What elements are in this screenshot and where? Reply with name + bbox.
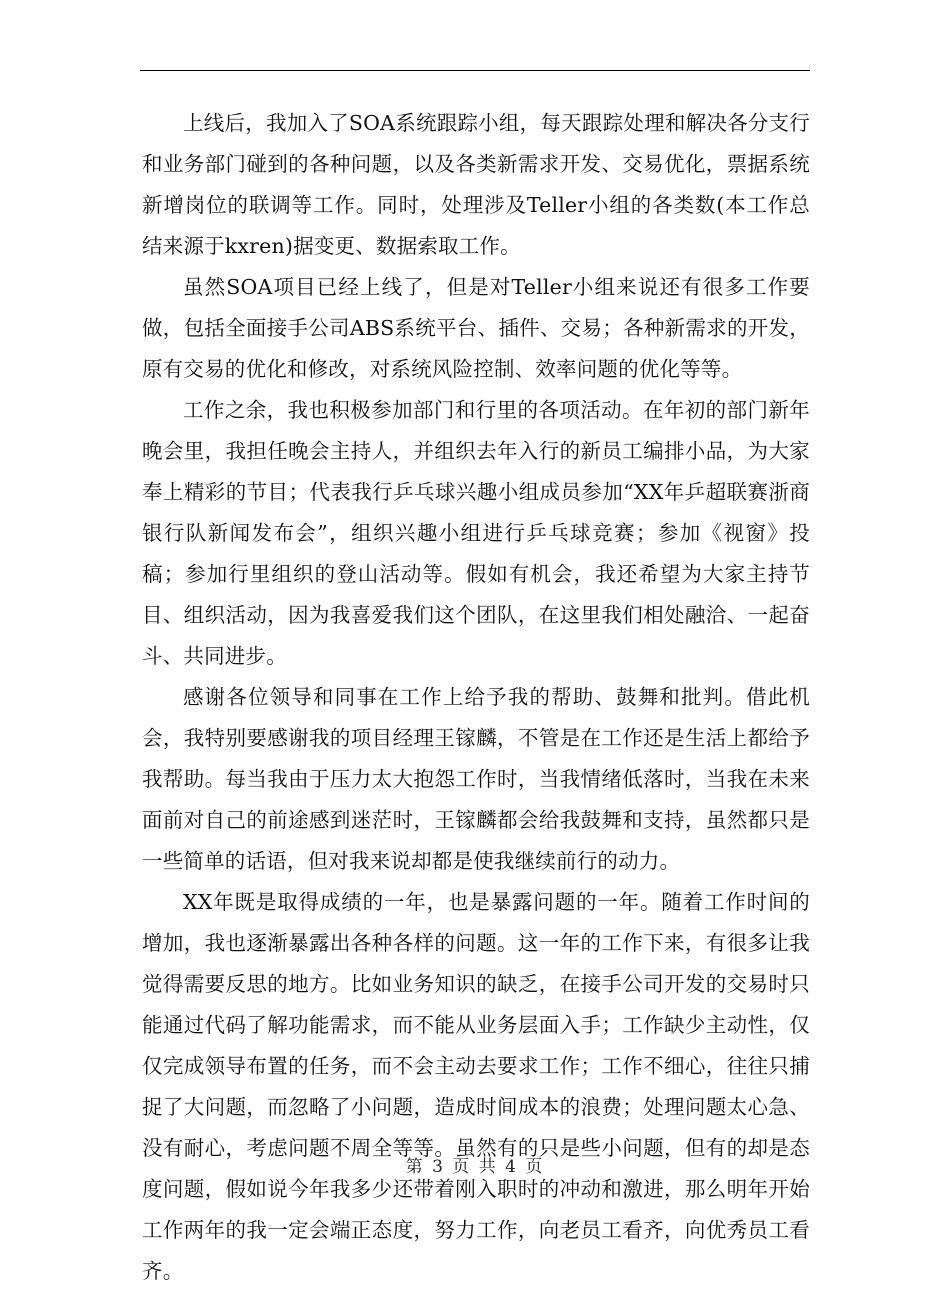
header-rule <box>140 70 810 71</box>
document-body <box>142 103 810 1292</box>
paragraph-reflection: XX年既是取得成绩的一年，也是暴露问题的一年。随着工作时间的增加，我也逐渐暴露出各种各样的问题。这一年的工作下来，有很多让我觉得需要反思的地方。比如业务知识的缺乏，在接手公司开发的交易时只能通过代码了解功能需求，而不能从业务层面入手；工作缺少主动性，仅仅完成领导布置的任务，而不会主动去要求工作；工作不细心，往往只捕捉了大问题，而忽略了小问题，造成时间成本的浪费；处理问题太心急、没有耐心，考虑问题不周全等等。虽然有的只是些小问题，但有的却是态度问题，假如说今年我多少还带着刚入职时的冲动和激进，那么明年开始工作两年的我一定会端正态度，努力工作，向老员工看齐，向优秀员工看齐。 <box>142 890 810 1283</box>
paragraph-thanks: 感谢各位领导和同事在工作上给予我的帮助、鼓舞和批判。借此机会，我特别要感谢我的项目经理王镓麟，不管是在工作还是生活上都给予我帮助。每当我由于压力太大抱怨工作时，当我情绪低落时，当我在未来面前对自己的前途感到迷茫时，王镓麟都会给我鼓舞和支持，虽然都只是一些简单的话语，但对我来说却都是使我继续前行的动力。 <box>142 685 810 873</box>
paragraph-soa-tracking: 上线后，我加入了SOA系统跟踪小组，每天跟踪处理和解决各分支行和业务部门碰到的各种问题，以及各类新需求开发、交易优化，票据系统新增岗位的联调等工作。同时，处理涉及Teller小组的各类数(本工作总结来源于kxren)据变更、数据索取工作。 <box>142 111 810 258</box>
paragraph-teller-work: 虽然SOA项目已经上线了，但是对Teller小组来说还有很多工作要做，包括全面接手公司ABS系统平台、插件、交易；各种新需求的开发，原有交易的优化和修改，对系统风险控制、效率问题的优化等等。 <box>142 275 810 381</box>
page-number-footer: 第 3 页 共 4 页 <box>405 1157 545 1177</box>
paragraph-activities: 工作之余，我也积极参加部门和行里的各项活动。在年初的部门新年晚会里，我担任晚会主持人，并组织去年入行的新员工编排小品，为大家奉上精彩的节目；代表我行乒乓球兴趣小组成员参加“XX年乒超联赛浙商银行队新闻发布会”，组织兴趣小组进行乒乓球竞赛；参加《视窗》投稿；参加行里组织的登山活动等。假如有机会，我还希望为大家主持节目、组织活动，因为我喜爱我们这个团队，在这里我们相处融洽、一起奋斗、共同进步。 <box>142 398 810 668</box>
